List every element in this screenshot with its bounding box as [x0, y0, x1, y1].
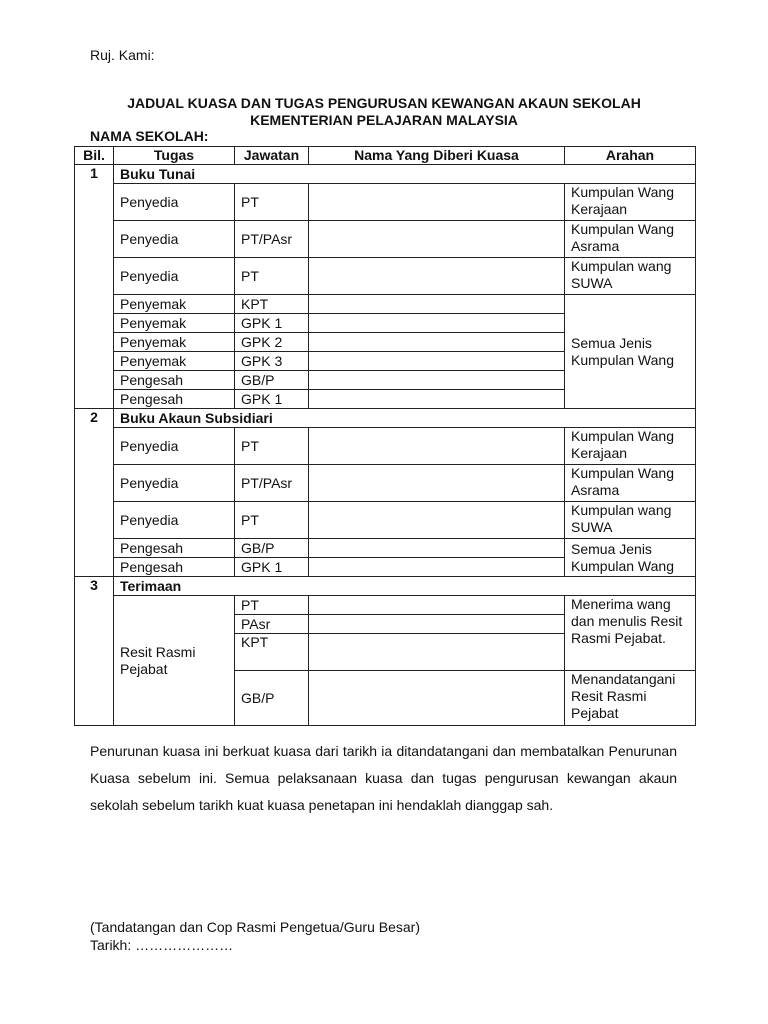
arahan-cell: Kumpulan wang SUWA — [565, 258, 696, 295]
authority-table — [74, 146, 696, 726]
table-row — [75, 465, 696, 502]
jawatan-cell: GPK 1 — [235, 390, 309, 409]
authority-paragraph: Penurunan kuasa ini berkuat kuasa dari tarikh ia ditandatangani dan membatalkan Penurunan Kuasa sebelum ini. Semua pelaksanaan kuasa dan tugas pengurusan kewangan akaun sekolah sebelum tarikh kuat kuasa penetapan ini hendaklah dianggap sah. — [90, 743, 677, 813]
section-row-3 — [75, 577, 696, 596]
reference-label: Ruj. Kami: — [90, 47, 155, 63]
header-jawatan: Jawatan — [235, 147, 309, 165]
tugas-cell: Resit Rasmi Pejabat — [114, 596, 235, 726]
section-row-2 — [75, 409, 696, 428]
nama-cell[interactable] — [309, 295, 565, 314]
jawatan-cell: GPK 3 — [235, 352, 309, 371]
arahan-cell: Kumpulan Wang Asrama — [565, 221, 696, 258]
jawatan-cell: PT — [235, 428, 309, 465]
title-line-1: JADUAL KUASA DAN TUGAS PENGURUSAN KEWANGAN AKAUN SEKOLAH — [127, 95, 641, 111]
tugas-cell: Penyedia — [114, 428, 235, 465]
tugas-cell: Pengesah — [114, 539, 235, 558]
tugas-cell: Penyedia — [114, 465, 235, 502]
jawatan-cell: GPK 1 — [235, 314, 309, 333]
jawatan-cell: PT — [235, 502, 309, 539]
tugas-cell: Pengesah — [114, 371, 235, 390]
header-tugas: Tugas — [114, 147, 235, 165]
tugas-cell: Penyedia — [114, 221, 235, 258]
section-title: Buku Akaun Subsidiari — [114, 409, 696, 428]
tugas-cell: Penyemak — [114, 314, 235, 333]
tugas-cell: Pengesah — [114, 558, 235, 577]
jawatan-cell: KPT — [235, 295, 309, 314]
jawatan-cell: PT/PAsr — [235, 221, 309, 258]
table-row — [75, 221, 696, 258]
school-name-label: NAMA SEKOLAH: — [90, 128, 209, 144]
header-bil: Bil. — [75, 147, 114, 165]
table-row — [75, 295, 696, 314]
header-arahan: Arahan — [565, 147, 696, 165]
jawatan-cell: PT — [235, 596, 309, 615]
tugas-cell: Penyemak — [114, 352, 235, 371]
nama-cell[interactable] — [309, 634, 565, 671]
date-label: Tarikh: ………………… — [90, 937, 234, 953]
nama-cell[interactable] — [309, 390, 565, 409]
nama-cell[interactable] — [309, 465, 565, 502]
jawatan-cell: GPK 2 — [235, 333, 309, 352]
nama-cell[interactable] — [309, 221, 565, 258]
nama-cell[interactable] — [309, 258, 565, 295]
jawatan-cell: PT — [235, 258, 309, 295]
document-title — [74, 95, 694, 129]
tugas-cell: Penyemak — [114, 333, 235, 352]
section-number: 2 — [75, 409, 114, 577]
signature-label: (Tandatangan dan Cop Rasmi Pengetua/Guru Besar) — [90, 919, 420, 935]
table-header-row — [75, 147, 696, 165]
jawatan-cell: GPK 1 — [235, 558, 309, 577]
jawatan-cell: PT/PAsr — [235, 465, 309, 502]
table-row — [75, 184, 696, 221]
nama-cell[interactable] — [309, 333, 565, 352]
nama-cell[interactable] — [309, 596, 565, 615]
arahan-cell: Kumpulan Wang Kerajaan — [565, 184, 696, 221]
section-row-1 — [75, 165, 696, 184]
tugas-cell: Penyemak — [114, 295, 235, 314]
nama-cell[interactable] — [309, 615, 565, 634]
table-row — [75, 539, 696, 558]
nama-cell[interactable] — [309, 671, 565, 726]
nama-cell[interactable] — [309, 558, 565, 577]
arahan-merged-cell: Menerima wang dan menulis Resit Rasmi Pejabat. — [565, 596, 696, 671]
nama-cell[interactable] — [309, 428, 565, 465]
section-title: Buku Tunai — [114, 165, 696, 184]
title-line-2: KEMENTERIAN PELAJARAN MALAYSIA — [250, 112, 518, 128]
table-row — [75, 258, 696, 295]
tugas-cell: Penyedia — [114, 502, 235, 539]
jawatan-cell: GB/P — [235, 671, 309, 726]
jawatan-cell: GB/P — [235, 371, 309, 390]
table-row — [75, 502, 696, 539]
arahan-cell: Kumpulan Wang Asrama — [565, 465, 696, 502]
signature-block — [90, 918, 420, 954]
nama-cell[interactable] — [309, 184, 565, 221]
tugas-cell: Pengesah — [114, 390, 235, 409]
arahan-merged-cell: Semua Jenis Kumpulan Wang — [565, 539, 696, 577]
nama-cell[interactable] — [309, 352, 565, 371]
nama-cell[interactable] — [309, 502, 565, 539]
arahan-cell: Menandatangani Resit Rasmi Pejabat — [565, 671, 696, 726]
section-number: 3 — [75, 577, 114, 726]
jawatan-cell: GB/P — [235, 539, 309, 558]
jawatan-cell: PAsr — [235, 615, 309, 634]
arahan-merged-cell: Semua Jenis Kumpulan Wang — [565, 295, 696, 409]
nama-cell[interactable] — [309, 314, 565, 333]
section-number: 1 — [75, 165, 114, 409]
section-title: Terimaan — [114, 577, 696, 596]
table-row — [75, 428, 696, 465]
arahan-cell: Kumpulan wang SUWA — [565, 502, 696, 539]
tugas-cell: Penyedia — [114, 184, 235, 221]
nama-cell[interactable] — [309, 539, 565, 558]
tugas-cell: Penyedia — [114, 258, 235, 295]
arahan-cell: Kumpulan Wang Kerajaan — [565, 428, 696, 465]
nama-cell[interactable] — [309, 371, 565, 390]
jawatan-cell: KPT — [235, 634, 309, 671]
header-nama: Nama Yang Diberi Kuasa — [309, 147, 565, 165]
table-row — [75, 596, 696, 615]
jawatan-cell: PT — [235, 184, 309, 221]
